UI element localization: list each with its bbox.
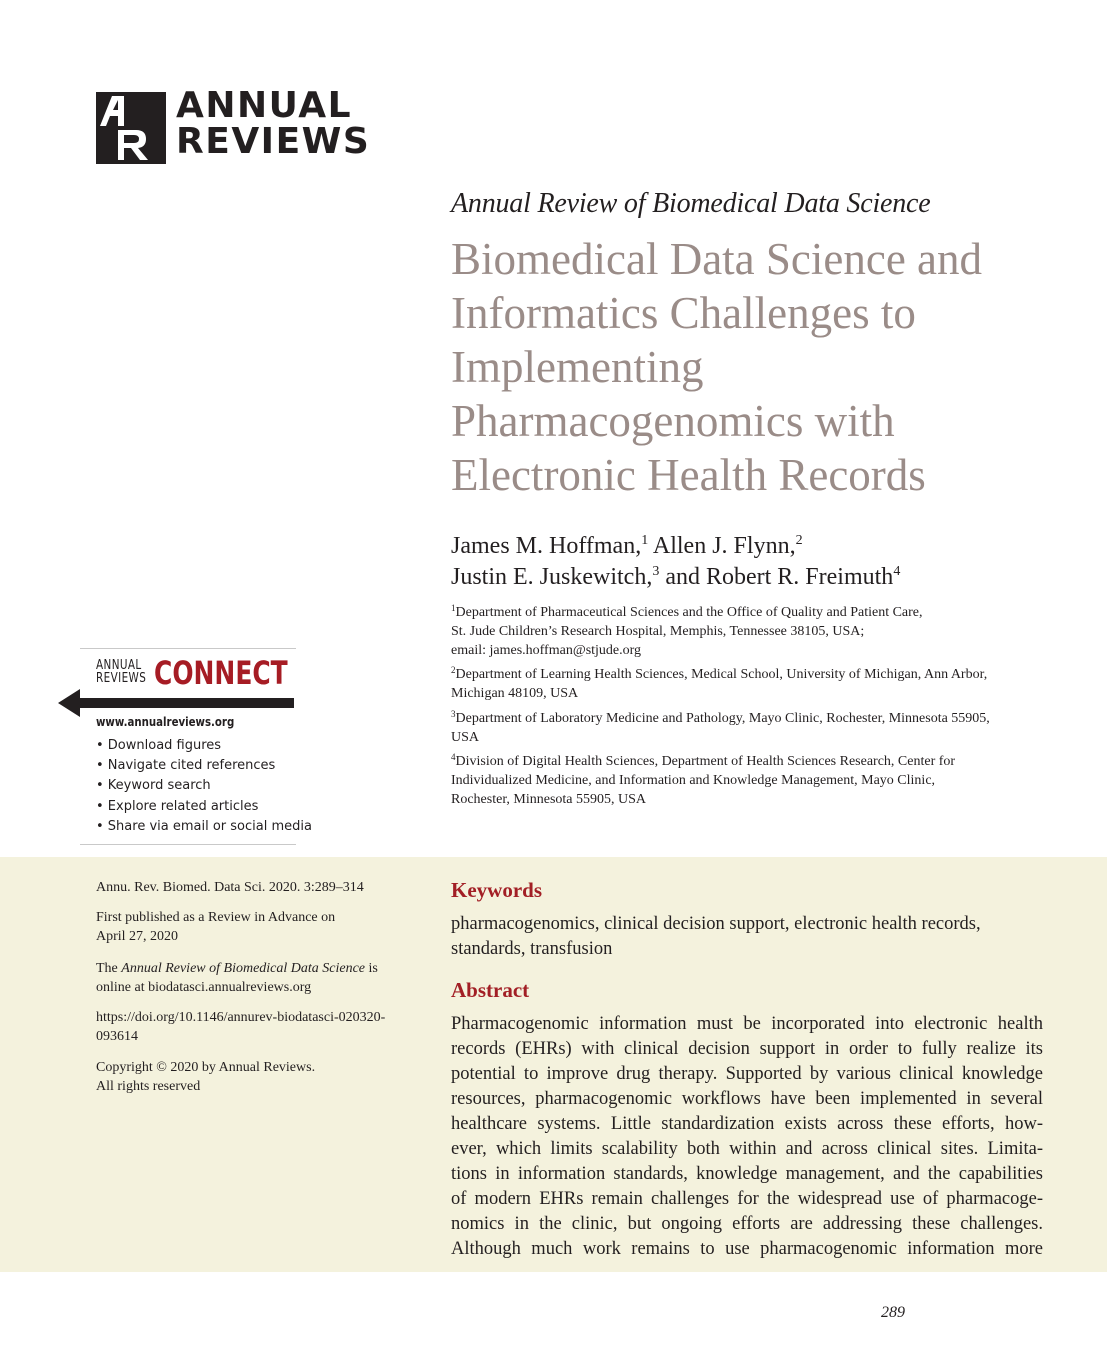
connect-small-annual: ANNUAL [96,658,142,673]
abstract-body [451,1012,1043,1262]
author-name[interactable]: Justin E. Juskewitch, [451,564,653,590]
online-text: is [365,961,378,976]
page-number: 289 [881,1304,905,1321]
online-url[interactable]: online at biodatasci.annualreviews.org [96,980,312,995]
connect-wordmark: CONNECT [154,654,288,692]
author-affiliation-marker: 1 [641,533,649,548]
author-name[interactable]: Allen J. Flynn, [652,533,796,559]
online-text: The [96,961,122,976]
abstract-line: Although much work remains to use pharmacogenomic information more [451,1239,1043,1259]
title-line: Pharmacogenomics with [451,396,895,446]
article-title [451,232,1091,502]
affiliation-text: USA [451,730,480,745]
affiliation-text: Michigan 48109, USA [451,686,579,701]
list-item: • Explore related articles [96,798,259,814]
keywords-line: pharmacogenomics, clinical decision support, electronic health records, [451,914,981,934]
doi-line[interactable]: 093614 [96,1029,138,1044]
affiliation [451,752,1051,809]
abstract-line: Pharmacogenomic information must be incorporated into electronic health [451,1014,1043,1034]
affiliation-number: 1 [451,603,456,613]
abstract-line: potential to improve drug therapy. Supported by various clinical knowledge [451,1064,1043,1084]
keywords-list [451,912,1043,962]
abstract-line: nomics in the clinic, but ongoing efforts are addressing these challenges. [451,1214,1043,1234]
doi-line[interactable]: https://doi.org/10.1146/annurev-biodatasci-020320- [96,1010,386,1025]
list-item: • Download figures [96,738,222,753]
affiliation-text: Department of Laboratory Medicine and Pathology, Mayo Clinic, Rochester, Minnesota 55905, [455,711,990,726]
keywords-heading: Keywords [451,878,542,902]
doi[interactable] [96,1008,426,1046]
citation: Annu. Rev. Biomed. Data Sci. 2020. 3:289–314 [96,880,364,895]
abstract-line: healthcare systems. Little standardization exists across these efforts, how- [451,1114,1043,1134]
abstract-line: records (EHRs) with clinical decision support in order to fully realize its [451,1039,1043,1059]
connect-small-reviews: REVIEWS [96,671,147,686]
list-item: • Navigate cited references [96,758,276,774]
affiliation [451,709,1051,747]
connect-url[interactable]: www.annualreviews.org [96,715,235,729]
annual-reviews-logo [96,85,376,166]
connect-feature-list [96,736,312,837]
author-name[interactable]: and Robert R. Freimuth [665,564,894,590]
affiliation-email[interactable]: email: james.hoffman@stjude.org [451,643,642,658]
affiliation-text: Department of Learning Health Sciences, Medical School, University of Michigan, Ann Arbor, [455,667,988,682]
logo-text-reviews: REVIEWS [176,121,371,162]
copyright [96,1058,426,1096]
first-published [96,908,426,946]
abstract-line: of modern EHRs remain challenges for the widespread use of pharmacoge- [451,1189,1043,1209]
first-published-line: First published as a Review in Advance on [96,910,336,925]
title-line: Biomedical Data Science and [451,234,983,284]
logo-text-annual: ANNUAL [176,85,353,126]
copyright-line: Copyright © 2020 by Annual Reviews. [96,1060,316,1075]
list-item: • Keyword search [96,778,211,794]
author-list [451,531,900,593]
affiliation [451,603,1051,660]
annual-reviews-logo-mark [96,92,166,164]
keywords-line: standards, transfusion [451,939,613,959]
online-journal-name: Annual Review of Biomedical Data Science [121,961,366,976]
first-published-date: April 27, 2020 [96,929,179,944]
abstract-line: resources, pharmacogenomic workflows have been implemented in several [451,1089,1043,1109]
abstract-line: tions in information standards, knowledge management, and the capabilities [451,1164,1043,1184]
list-item: • Share via email or social media [96,818,312,834]
title-line: Informatics Challenges to [451,288,916,338]
abstract-heading: Abstract [451,978,530,1002]
affiliation [451,665,1051,703]
author-affiliation-marker: 4 [893,564,901,579]
abstract-line: ever, which limits scalability both within and across clinical sites. Limita- [451,1139,1043,1159]
affiliation-text: Division of Digital Health Sciences, Department of Health Sciences Research, Center for [455,754,956,769]
copyright-line: All rights reserved [96,1079,201,1094]
author-affiliation-marker: 2 [795,533,803,548]
affiliation-text: St. Jude Children’s Research Hospital, Memphis, Tennessee 38105, USA; [451,624,865,639]
affiliation-number: 4 [451,752,456,762]
affiliation-text: Individualized Medicine, and Information and Knowledge Management, Mayo Clinic, [451,773,936,788]
affiliation-number: 2 [451,665,456,675]
author-affiliation-marker: 3 [652,564,660,579]
title-line: Electronic Health Records [451,450,926,500]
author-name[interactable]: James M. Hoffman, [451,533,642,559]
journal-name: Annual Review of Biomedical Data Science [451,188,931,219]
online-at [96,959,426,997]
annual-reviews-connect-box [80,648,312,845]
affiliation-number: 3 [451,709,456,719]
title-line: Implementing [451,342,704,392]
affiliation-text: Department of Pharmaceutical Sciences and the Office of Quality and Patient Care, [455,605,923,620]
affiliation-text: Rochester, Minnesota 55905, USA [451,792,647,807]
